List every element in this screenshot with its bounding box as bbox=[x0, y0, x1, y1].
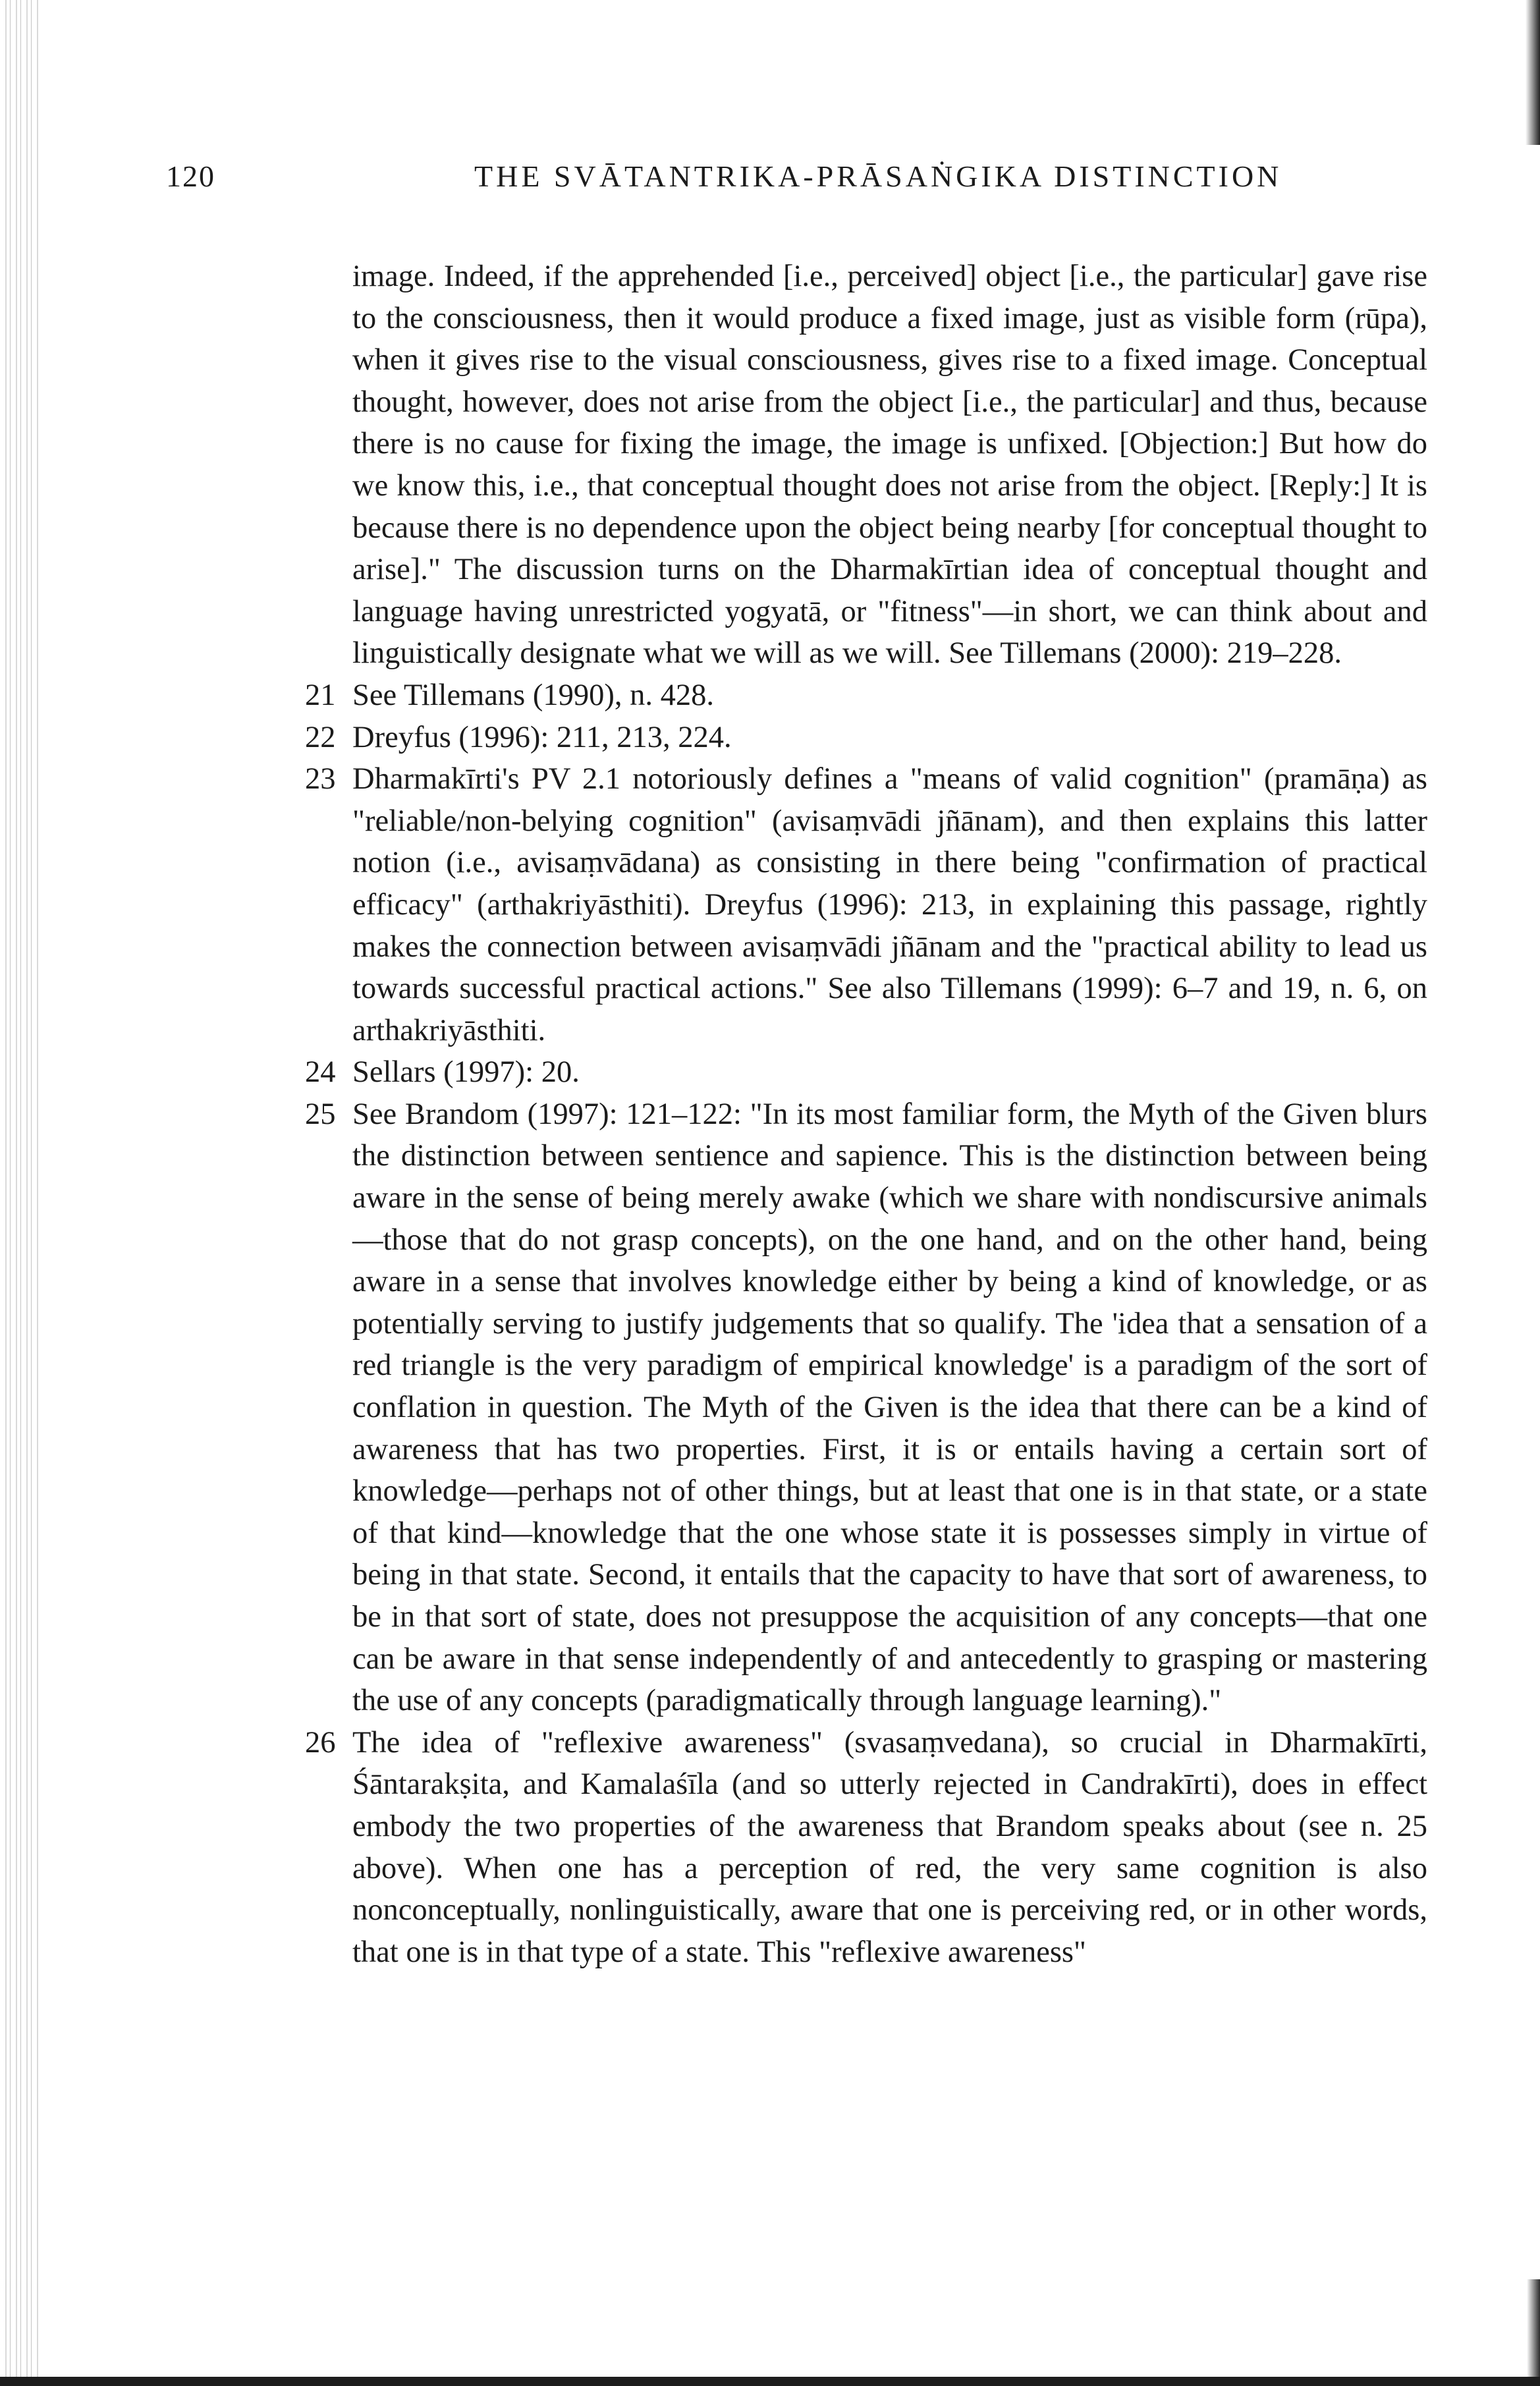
endnote-number: 25 bbox=[305, 1097, 336, 1131]
endnote-text: Dreyfus (1996): 211, 213, 224. bbox=[352, 720, 732, 754]
page-number: 120 bbox=[166, 159, 215, 193]
scan-right-edge-shadow-bottom bbox=[1527, 2279, 1540, 2378]
endnotes-body bbox=[305, 256, 1427, 1973]
endnote-text: Sellars (1997): 20. bbox=[352, 1055, 580, 1090]
endnote-number: 26 bbox=[305, 1725, 336, 1760]
endnote-number: 23 bbox=[305, 762, 336, 796]
scan-right-edge-shadow-top bbox=[1526, 0, 1540, 145]
endnote bbox=[305, 1094, 1427, 1722]
endnote-number: 24 bbox=[305, 1055, 336, 1090]
scan-bottom-edge bbox=[0, 2377, 1540, 2386]
scan-binding-edge bbox=[0, 0, 38, 2386]
endnote bbox=[305, 717, 1427, 759]
endnote-text: The idea of "reflexive awareness" (svasaṃvedana), so crucial in Dharmakīrti, Śāntarakṣita, and Kamalaśīla (and so utterly rejected in Candrakīrti), does in effect embody the two properties of the awareness that Brandom speaks about (see n. 25 above). When one has a perception of red, the very same cognition is also nonconceptually, nonlinguistically, aware that one is perceiving red, or in other words, that one is in that type of a state. This "reflexive awareness" bbox=[352, 1725, 1427, 1969]
endnote-number: 22 bbox=[305, 720, 336, 754]
endnote bbox=[305, 758, 1427, 1051]
endnote bbox=[305, 1722, 1427, 1974]
endnote bbox=[305, 1051, 1427, 1094]
endnote-text: Dharmakīrti's PV 2.1 notoriously defines a "means of valid cognition" (pramāṇa) as "reliable/non-belying cognition" (avisaṃvādi jñānam), and then explains this latter notion (i.e., avisaṃvādana) as consisting in there being "confirmation of practical efficacy" (arthakriyāsthiti). Dreyfus (1996): 213, in explaining this passage, rightly makes the connection between avisaṃvādi jñānam and the "practical ability to lead us towards successful practical actions." See also Tillemans (1999): 6–7 and 19, n. 6, on arthakriyāsthiti. bbox=[352, 762, 1427, 1047]
note-20-continuation: image. Indeed, if the apprehended [i.e., perceived] object [i.e., the particular] gave rise to the consciousness, then it would produce a fixed image, just as visible form (rūpa), when it gives rise to the visual consciousness, gives rise to a fixed image. Conceptual thought, however, does not arise from the object [i.e., the particular] and thus, because there is no cause for fixing the image, the image is unfixed. [Objection:] But how do we know this, i.e., that conceptual thought does not arise from the object. [Reply:] It is because there is no dependence upon the object being nearby [for conceptual thought to arise]." The discussion turns on the Dharmakīrtian idea of conceptual thought and language having unrestricted yogyatā, or "fitness"—in short, we can think about and linguistically designate what we will as we will. See Tillemans (2000): 219–228. bbox=[352, 260, 1427, 671]
endnote bbox=[305, 675, 1427, 717]
running-head-title: THE SVĀTANTRIKA-PRĀSAṄGIKA DISTINCTION bbox=[474, 159, 1282, 193]
endnote-text: See Tillemans (1990), n. 428. bbox=[352, 678, 714, 712]
endnote-number: 21 bbox=[305, 678, 336, 712]
endnote-text: See Brandom (1997): 121–122: "In its most familiar form, the Myth of the Given blurs the distinction between sentience and sapience. This is the distinction between being aware in the sense of being merely awake (which we share with nondiscursive animals—those that do not grasp concepts), on the one hand, and on the other hand, being aware in a sense that involves knowledge either by being a kind of knowledge, or as potentially serving to justify judgements that so qualify. The 'idea that a sensation of a red triangle is the very paradigm of empirical knowledge' is a paradigm of the sort of conflation in question. The Myth of the Given is the idea that there can be a kind of awareness that has two properties. First, it is or entails having a certain sort of knowledge—perhaps not of other things, but at least that one is in that state, or a state of that kind—knowledge that the one whose state it is possesses simply in virtue of being in that state. Second, it entails that the capacity to have that sort of awareness, to be in that sort of state, does not presuppose the acquisition of any concepts—that one can be aware in that sense independently of and antecedently to grasping or mastering the use of any concepts (paradigmatically through language learning)." bbox=[352, 1097, 1427, 1718]
endnotes-list bbox=[305, 675, 1427, 1973]
